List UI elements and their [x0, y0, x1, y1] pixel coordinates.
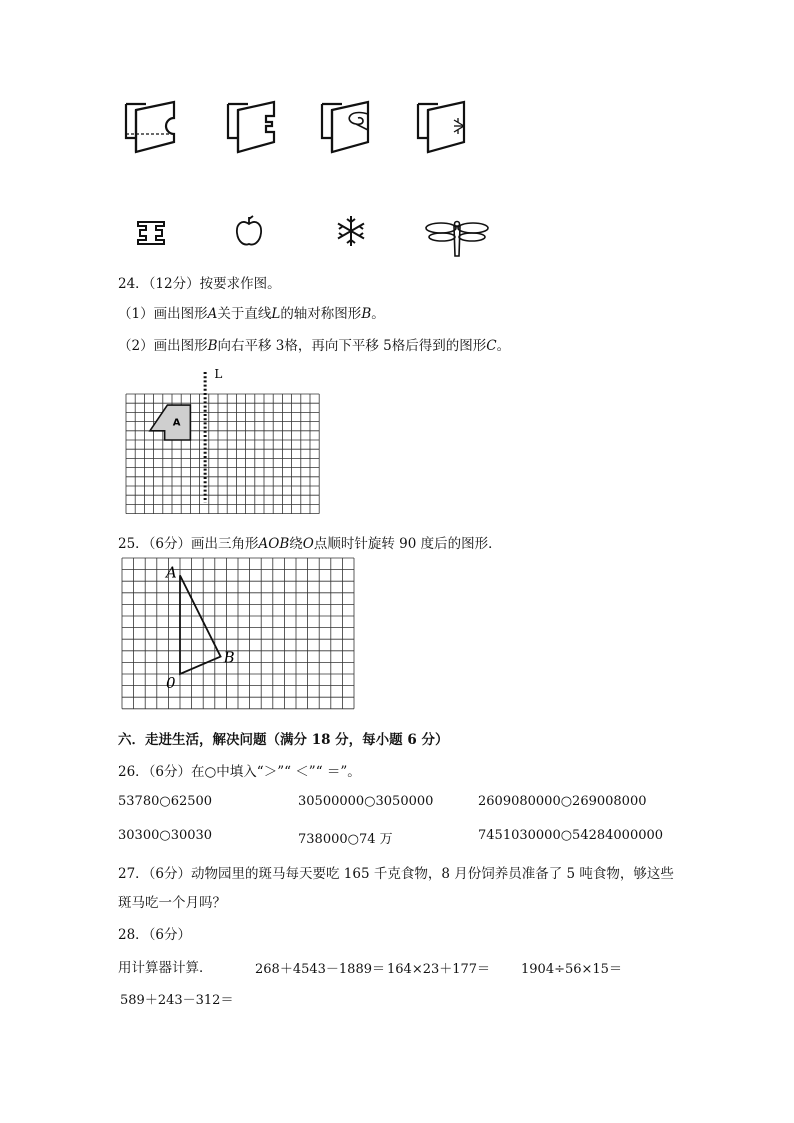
vertex-b-label: B [223, 648, 235, 667]
q25-o: O [302, 536, 314, 552]
grid-lines [126, 394, 319, 514]
shape-a-label: A [172, 417, 181, 429]
q28-expr4: 589＋243－312＝ [120, 993, 234, 1008]
folded-paper-stair [224, 100, 284, 156]
q25-pre: 25．（6分）画出三角形 [118, 536, 259, 552]
q25-title [118, 532, 502, 552]
q24-item2 [118, 334, 510, 354]
vertex-o-label: 0 [166, 674, 176, 692]
q28-expr1: 268＋4543－1889＝ [255, 962, 385, 977]
shape-snowflake [334, 214, 368, 248]
shape-apple [234, 214, 264, 248]
q24-item2-b: B [207, 338, 218, 354]
q24-item2-mid: 向右平移 3格，再向下平移 5格后得到的图形 [217, 338, 487, 354]
q26-compare-5: 738000○74 万 [298, 832, 393, 847]
q24-item1-b: B [361, 306, 372, 322]
line-l-label: L [214, 367, 223, 381]
q27-line2: 斑马吃一个月吗？ [118, 895, 226, 911]
q24-item1-post: 。 [371, 306, 385, 322]
folded-paper-semicircle [122, 100, 182, 156]
q26-compare-1: 53780○62500 [118, 794, 213, 809]
folded-paper-snowflake [414, 100, 474, 156]
q24-item1 [118, 302, 385, 322]
q26-compare-2: 30500000○3050000 [298, 794, 434, 809]
grid-lines [122, 558, 354, 709]
q27-line1: 27．（6分）动物园里的斑马每天要吃 165 千克食物，8 月份饲养员准备了 5 吨食物，够这些 [118, 866, 674, 882]
q26-title: 26．（6分）在○中填入“＞”“ ＜”“ ＝”。 [118, 764, 361, 780]
q28-lead: 用计算器计算． [118, 960, 213, 976]
shape-dragonfly [424, 220, 490, 260]
q24-grid [124, 364, 324, 514]
shape-a [150, 405, 190, 440]
q24-item2-pre: （2）画出图形 [118, 338, 208, 354]
folded-paper-curl [318, 100, 378, 156]
q24-title: 24．（12分）按要求作图。 [118, 276, 281, 292]
q26-compare-6: 7451030000○54284000000 [478, 828, 664, 843]
q24-item2-post: 。 [496, 338, 511, 354]
q26-compare-4: 30300○30030 [118, 828, 213, 843]
q28-expr3: 1904÷56×15＝ [521, 962, 622, 977]
q26-compare-3: 2609080000○269008000 [478, 794, 647, 809]
q25-grid [120, 556, 360, 716]
vertex-a-label: A [166, 563, 177, 582]
shape-i-beam [136, 220, 166, 246]
q25-mid: 绕 [289, 536, 303, 552]
q24-item1-a: A [207, 306, 218, 322]
q24-item1-l: L [271, 306, 281, 322]
q25-tri: AOB [258, 536, 290, 552]
q28-expr2: 164×23＋177＝ [387, 962, 491, 977]
q24-item2-c: C [486, 338, 497, 354]
section6-title: 六．走进生活，解决问题（满分 18 分，每小题 6 分） [118, 732, 449, 748]
q24-item1-mid: 关于直线 [217, 306, 272, 322]
q24-item1-mid2: 的轴对称图形 [280, 306, 362, 322]
q28-title: 28．（6分） [118, 927, 192, 943]
q24-item1-pre: （1）画出图形 [118, 306, 208, 322]
q25-post: 点顺时针旋转 90 度后的图形． [313, 536, 502, 552]
